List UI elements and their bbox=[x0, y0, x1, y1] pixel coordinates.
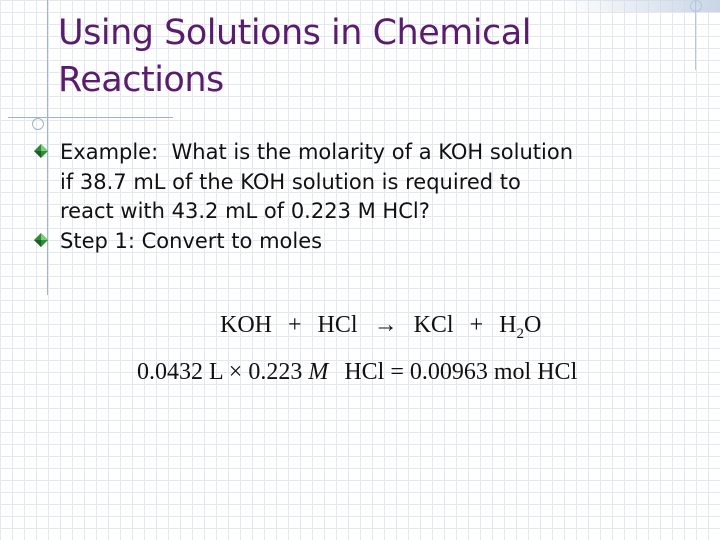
water-subscript: 2 bbox=[516, 326, 524, 342]
bullet-example-line-2: if 38.7 mL of the KOH solution is required to bbox=[60, 169, 521, 194]
decorative-circle-icon bbox=[32, 118, 44, 130]
bullet-step-1-text: Step 1: Convert to moles bbox=[60, 228, 323, 253]
equals-sign: = bbox=[390, 359, 404, 385]
reactant-hcl: HCl bbox=[317, 312, 358, 338]
water-h: H bbox=[499, 312, 517, 338]
molarity-unit: M bbox=[308, 359, 329, 385]
bullet-list bbox=[28, 138, 688, 256]
slide-title bbox=[58, 10, 678, 104]
water-o: O bbox=[523, 312, 542, 338]
title-line-1: Using Solutions in Chemical bbox=[58, 13, 531, 53]
species-hcl: HCl bbox=[344, 359, 385, 385]
mole-calculation bbox=[137, 359, 577, 386]
diamond-bullet-icon bbox=[34, 233, 48, 247]
bullet-example-line-3: react with 43.2 mL of 0.223 M HCl? bbox=[60, 199, 430, 223]
molarity-value: 0.223 bbox=[248, 359, 303, 385]
volume-value: 0.0432 L bbox=[137, 359, 223, 385]
bullet-example-line-1: Example: What is the molarity of a KOH solution bbox=[60, 140, 574, 164]
product-water bbox=[499, 312, 542, 342]
diamond-bullet-icon bbox=[34, 144, 48, 158]
reaction-equation bbox=[220, 312, 541, 343]
product-kcl: KCl bbox=[413, 312, 454, 338]
bullet-step-1 bbox=[28, 227, 688, 257]
times-sign: × bbox=[228, 359, 243, 385]
reactant-koh: KOH bbox=[220, 312, 272, 338]
title-line-2: Reactions bbox=[58, 60, 224, 100]
decorative-circle-icon-right bbox=[690, 0, 702, 12]
decorative-title-underline bbox=[8, 117, 173, 118]
plus-sign: + bbox=[288, 312, 302, 338]
bullet-example bbox=[28, 138, 688, 227]
reaction-arrow-icon: → bbox=[373, 312, 398, 338]
result-moles: 0.00963 mol HCl bbox=[409, 359, 578, 385]
plus-sign: + bbox=[469, 312, 484, 338]
